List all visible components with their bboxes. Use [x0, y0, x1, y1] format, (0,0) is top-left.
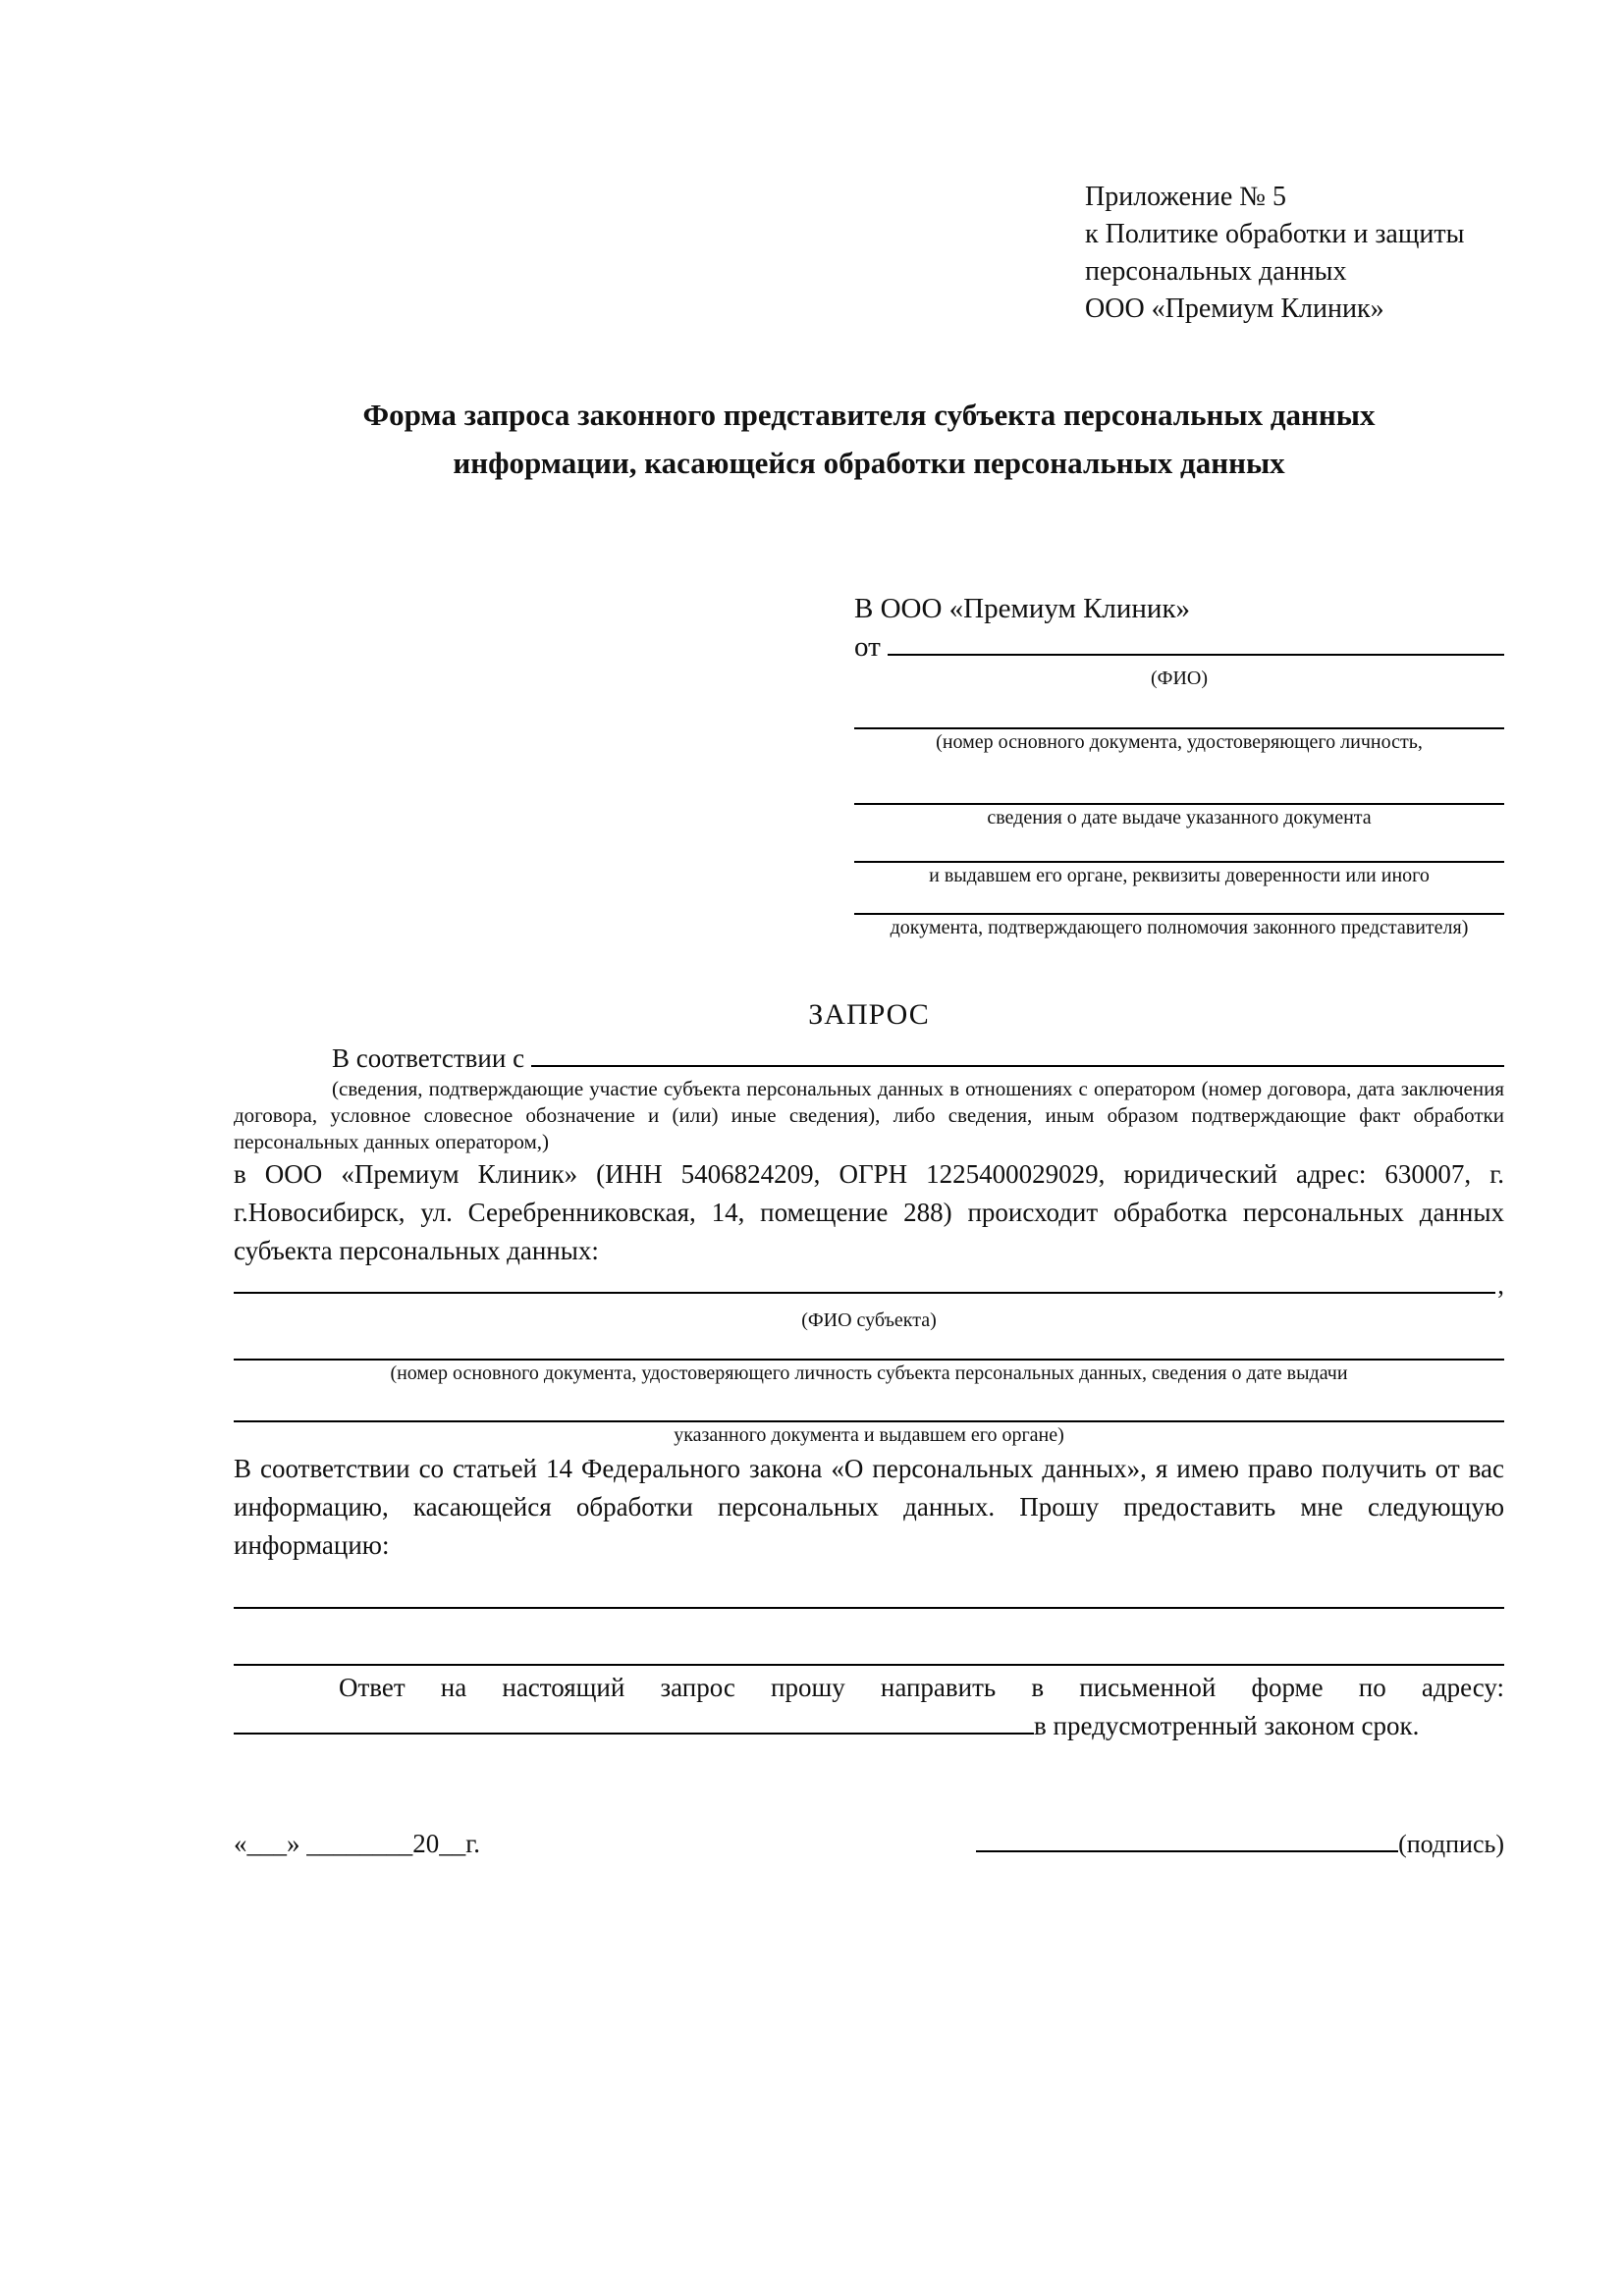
law-paragraph: В соответствии со статьей 14 Федерального закона «О персональных данных», я имею право получить от вас информацию, касающейся обработки персональных данных. Прошу предоставить мне следующую информацию: [234, 1454, 1504, 1560]
appendix-line-3: персональных данных [1085, 256, 1347, 287]
addressee-block [854, 589, 1504, 940]
subject-document-caption-2: указанного документа и выдавшем его органе) [674, 1424, 1064, 1446]
representative-authority-document-blank [854, 888, 1504, 915]
appendix-line-2: к Политике обработки и защиты [1085, 219, 1465, 249]
page-title-line-1: Форма запроса законного представителя субъекта персональных данных [362, 398, 1376, 432]
subject-document-blank-1 [234, 1333, 1504, 1361]
request-heading: ЗАПРОС [808, 998, 930, 1031]
reply-suffix: в предусмотренный законом срок. [1034, 1711, 1420, 1740]
appendix-line-4: ООО «Премиум Клиник» [1085, 294, 1384, 324]
page-title [234, 391, 1504, 487]
signature-blank [976, 1831, 1398, 1852]
subject-document-caption-1: (номер основного документа, удостоверяющего личность субъекта персональных данных, сведения о дате выдачи [390, 1362, 1348, 1384]
representative-issuing-authority-caption: и выдавшем его органе, реквизиты доверенности или иного [929, 865, 1430, 886]
accordance-row [234, 1041, 1504, 1076]
accordance-note: (сведения, подтверждающие участие субъекта персональных данных в отношениях с оператором (номер договора, дата заключения договора, условное словесное обозначение и (или) иные сведения), либо сведения, иным образом подтверждающие факт обработки персональных данных оператором,) [234, 1077, 1504, 1153]
requested-information-blank-2 [234, 1609, 1504, 1666]
representative-document-date-blank [854, 755, 1504, 805]
subject-fio-blank-row [234, 1270, 1504, 1300]
from-label: от [854, 631, 889, 663]
subject-fio-caption: (ФИО субъекта) [801, 1309, 937, 1331]
representative-document-number-blank [854, 691, 1504, 729]
date-line: «___» ________20__г. [234, 1829, 481, 1858]
subject-document-blank-2 [234, 1386, 1504, 1422]
appendix-line-1: Приложение № 5 [1085, 182, 1286, 212]
requested-information-blank-1 [234, 1565, 1504, 1609]
representative-document-number-caption: (номер основного документа, удостоверяющего личность, [936, 731, 1423, 753]
representative-issuing-authority-blank [854, 830, 1504, 863]
operator-paragraph: в ООО «Премиум Клиник» (ИНН 5406824209, ОГРН 1225400029029, юридический адрес: 630007, г. г.Новосибирск, ул. Серебренниковская, 14, помещение 288) происходит обработка персональных данных субъекта персональных данных: [234, 1159, 1504, 1265]
reply-address-blank [234, 1713, 1034, 1735]
from-name-blank [888, 654, 1504, 656]
representative-authority-document-caption: документа, подтверждающего полномочия законного представителя) [890, 917, 1469, 938]
date-signature-row [234, 1824, 1504, 1864]
reply-text: Ответ на настоящий запрос прошу направить в письменной форме по адресу: [339, 1673, 1504, 1702]
fio-caption: (ФИО) [1150, 667, 1208, 689]
trailing-comma: , [1497, 1270, 1504, 1300]
signature-caption: (подпись) [1398, 1830, 1504, 1858]
accordance-blank [531, 1065, 1504, 1067]
signature-area [976, 1825, 1504, 1864]
page-title-line-2: информации, касающейся обработки персональных данных [453, 446, 1285, 480]
addressee-organization: В ООО «Премиум Клиник» [854, 593, 1191, 624]
subject-fio-blank [234, 1292, 1495, 1294]
reply-paragraph [234, 1669, 1504, 1745]
accordance-label: В соответствии с [332, 1043, 531, 1073]
appendix-reference [1085, 179, 1504, 328]
representative-document-date-caption: сведения о дате выдаче указанного документа [987, 807, 1372, 828]
from-row [854, 628, 1504, 666]
